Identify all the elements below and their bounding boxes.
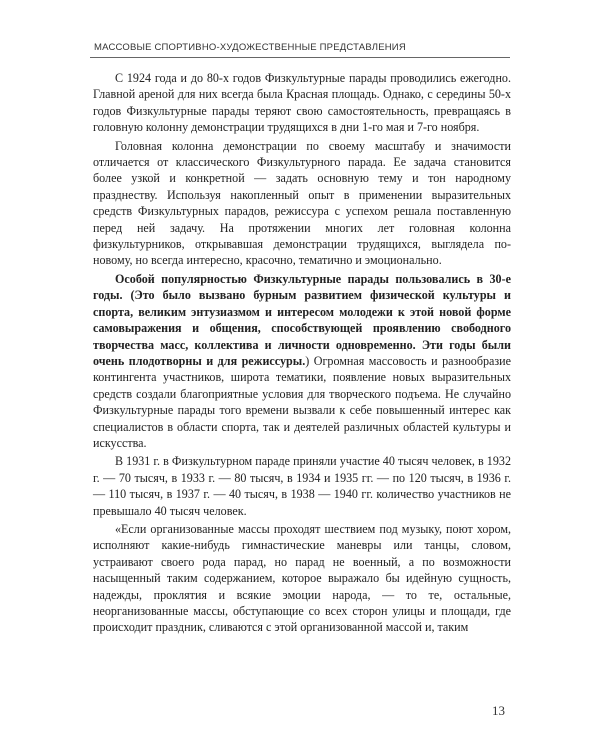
header-rule xyxy=(90,57,510,58)
body-text xyxy=(93,70,511,636)
paragraph-2: Головная колонна демонстрации по своему масштабу и значимости отличается от классического Физкультурного парада. Ее задача становится более узкой и конкретной — задать основную тему и тон народному празднеству. Используя накопленный опыт в применении выразительных средств Физкультурных парадов, режиссура с успехом решала поставленную перед ней задачу. На протяжении многих лет головная колонна физкультурников, открывавшая демонстрации трудящихся, выглядела по-новому, но всегда интересно, красочно, тематично и эмоционально. xyxy=(93,138,511,268)
paragraph-3 xyxy=(93,271,511,451)
paragraph-5: «Если организованные массы проходят шествием под музыку, поют хором, исполняют какие-нибудь гимнастические маневры или танцы, словом, устраивают своего рода парад, но парад не военный, а по возможности насыщенный таким содержанием, которое выражало бы идейную сущность, надежды, проклятия и всякие эмоции народа, — то те, остальные, неорганизованные массы, обступающие со всех сторон улицы и площади, где происходит праздник, сливаются с этой организованной массой и, таким xyxy=(93,521,511,635)
paragraph-3-bold: Особой популярностью Физкультурные парады пользовались в 30-е годы. (Это было вызвано бурным развитием физической культуры и спорта, великим энтузиазмом и интересом молодежи к этой новой форме самовыражения и общения, способствующей проявлению свободного творчества масс, коллектива и личности одновременно. Эти годы были очень плодотворны и для режиссуры. xyxy=(93,271,511,368)
paragraph-4: В 1931 г. в Физкультурном параде приняли участие 40 тысяч человек, в 1932 г. — 70 тысяч, в 1933 г. — 80 тысяч, в 1934 и 1935 гг. — по 120 тысяч, в 1936 г. — 110 тысяч, в 1937 г. — 40 тысяч, в 1938 — 1940 гг. количество участников не превышало 40 тысяч человек. xyxy=(93,454,511,518)
running-header: МАССОВЫЕ СПОРТИВНО-ХУДОЖЕСТВЕННЫЕ ПРЕДСТАВЛЕНИЯ xyxy=(94,42,406,53)
page-number: 13 xyxy=(492,703,505,718)
paragraph-1: С 1924 года и до 80-х годов Физкультурные парады проводились ежегодно. Главной ареной для них всегда была Красная площадь. Однако, с середины 50-х годов Физкультурные парады теряют свою самостоятельность, превращаясь в головную колонну демонстрации трудящихся в дни 1-го мая и 7-го ноября. xyxy=(93,71,511,135)
paragraph-3-text: ) Огромная массовость и разнообразие контингента участников, широта тематики, появление новых выразительных средств создали благоприятные условия для творческого подъема. Не случайно Физкультурные парады того времени вызвали к себе повышенный интерес как специалистов в области спорта, так и деятелей различных областей культуры и искусства. xyxy=(93,353,512,450)
